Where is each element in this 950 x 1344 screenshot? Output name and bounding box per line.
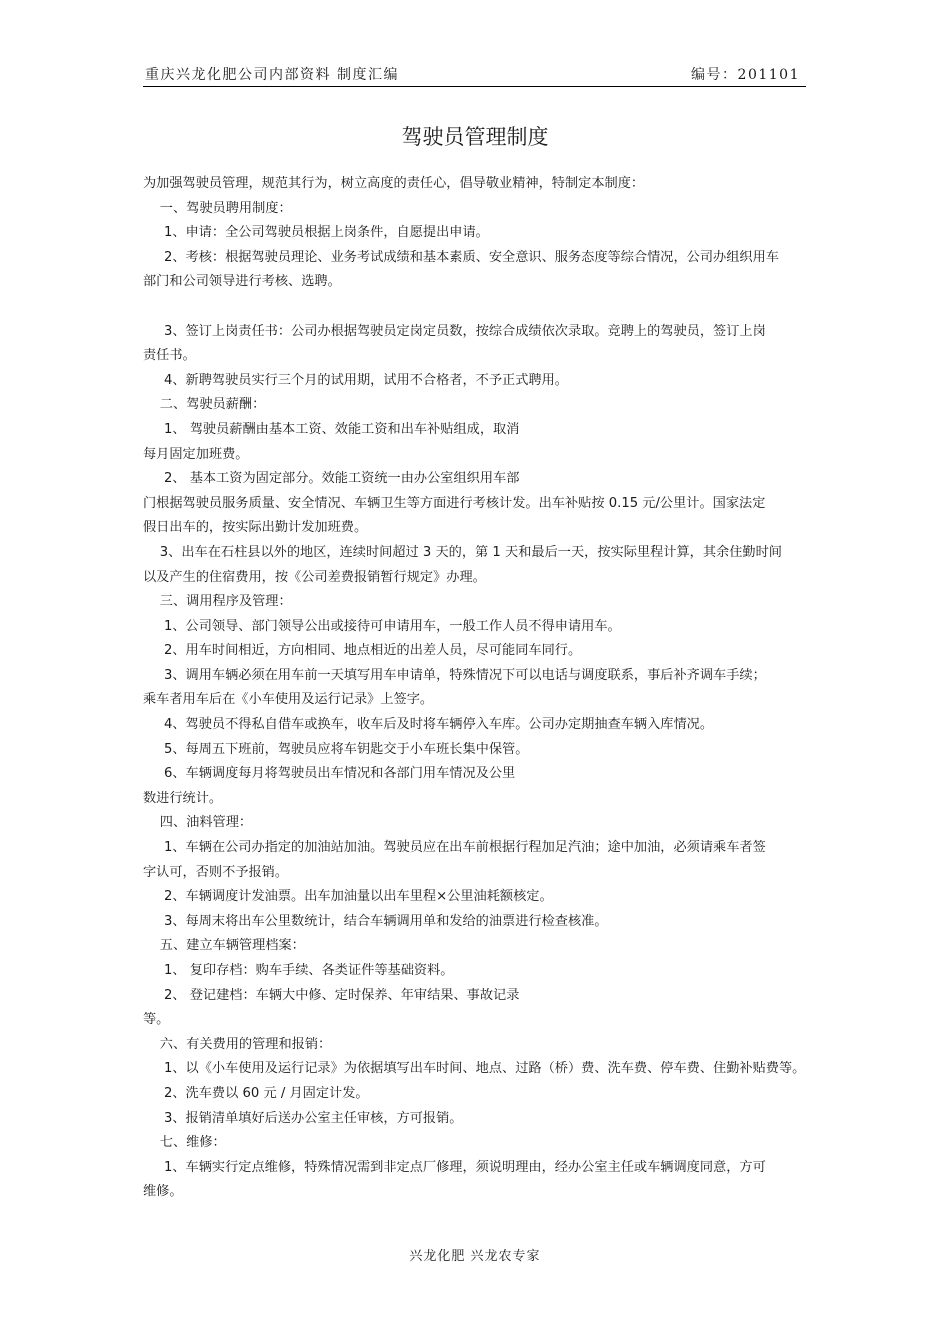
body-line: 等。: [143, 1012, 170, 1028]
body-line: 责任书。: [143, 348, 196, 364]
body-line: 2、考核：根据驾驶员理论、业务考试成绩和基本素质、安全意识、服务态度等综合情况，公司办组织用车: [143, 249, 779, 265]
body-line: 3、出车在石柱县以外的地区，连续时间超过 3 天的，第 1 天和最后一天，按实际里程计算，其余住勤时间: [143, 544, 782, 560]
body-line: 每月固定加班费。: [143, 446, 249, 462]
body-line: 乘车者用车后在《小车使用及运行记录》上签字。: [143, 692, 434, 708]
header-doc-source: 重庆兴龙化肥公司内部资料 制度汇编: [145, 67, 399, 83]
blank-line: [143, 295, 809, 320]
body-line: 1、 驾驶员薪酬由基本工资、效能工资和出车补贴组成，取消: [143, 421, 520, 437]
body-line: 二、驾驶员薪酬：: [143, 397, 266, 413]
body-line: 五、建立车辆管理档案：: [143, 938, 305, 954]
body-line: 1、以《小车使用及运行记录》为依据填写出车时间、地点、过路（桥）费、洗车费、停车费、住勤补贴费等。: [143, 1061, 806, 1077]
body-line: 字认可，否则不予报销。: [143, 864, 289, 880]
page-footer: 兴龙化肥 兴龙农专家: [409, 1249, 541, 1264]
body-line: 七、维修：: [143, 1135, 226, 1151]
body-line: 三、调用程序及管理：: [143, 594, 292, 610]
body-line: 1、车辆实行定点维修，特殊情况需到非定点厂修理，须说明理由，经办公室主任或车辆调度同意，方可: [143, 1159, 766, 1175]
body-line: 部门和公司领导进行考核、选聘。: [143, 274, 341, 290]
body-line: 4、新聘驾驶员实行三个月的试用期，试用不合格者，不予正式聘用。: [143, 372, 568, 388]
body-line: 1、申请：全公司驾驶员根据上岗条件，自愿提出申请。: [143, 225, 489, 241]
body-line: 门根据驾驶员服务质量、安全情况、车辆卫生等方面进行考核计发。出车补贴按 0.15 元/公里计。国家法定: [143, 495, 766, 511]
body-line: 维修。: [143, 1184, 183, 1200]
body-line: 以及产生的住宿费用，按《公司差费报销暂行规定》办理。: [143, 569, 486, 585]
body-line: 3、签订上岗责任书：公司办根据驾驶员定岗定员数，按综合成绩依次录取。竞聘上的驾驶员，签订上岗: [143, 323, 766, 339]
body-line: 为加强驾驶员管理，规范其行为，树立高度的责任心，倡导敬业精神，特制定本制度：: [143, 176, 645, 191]
body-line: 5、每周五下班前，驾驶员应将车钥匙交于小车班长集中保管。: [143, 741, 529, 757]
document-title: 驾驶员管理制度: [401, 125, 549, 149]
body-line: 3、报销清单填好后送办公室主任审核，方可报销。: [143, 1110, 463, 1126]
body-line: 四、油料管理：: [143, 815, 253, 831]
body-line: 2、 登记建档：车辆大中修、定时保养、年审结果、事故记录: [143, 987, 520, 1003]
body-line: 2、洗车费以 60 元 / 月固定计发。: [143, 1085, 369, 1101]
body-line: 3、每周末将出车公里数统计，结合车辆调用单和发给的油票进行检查核准。: [143, 913, 608, 929]
body-line: 2、用车时间相近，方向相同、地点相近的出差人员，尽可能同车同行。: [143, 643, 582, 659]
body-line: 1、车辆在公司办指定的加油站加油。驾驶员应在出车前根据行程加足汽油；途中加油，必须请乘车者签: [143, 840, 766, 856]
body-line: 1、 复印存档：购车手续、各类证件等基础资料。: [143, 963, 454, 978]
body-line: 4、驾驶员不得私自借车或换车，收车后及时将车辆停入车库。公司办定期抽查车辆入库情况。: [143, 717, 714, 733]
body-line: 1、公司领导、部门领导公出或接待可申请用车，一般工作人员不得申请用车。: [143, 618, 621, 634]
body-line: 2、 基本工资为固定部分。效能工资统一由办公室组织用车部: [143, 471, 520, 487]
body-line: 3、调用车辆必须在用车前一天填写用车申请单，特殊情况下可以电话与调度联系，事后补齐调车手续；: [143, 667, 766, 683]
body-line: 一、驾驶员聘用制度：: [143, 200, 292, 216]
header-doc-number: 编号：201101: [691, 67, 800, 83]
body-line: 假日出车的，按实际出勤计发加班费。: [143, 520, 368, 536]
document-body: [143, 172, 809, 1205]
body-line: 6、车辆调度每月将驾驶员出车情况和各部门用车情况及公里: [143, 766, 516, 782]
page-header: [143, 66, 806, 87]
body-line: 数进行统计。: [143, 790, 223, 806]
body-line: 2、车辆调度计发油票。出车加油量以出车里程×公里油耗额核定。: [143, 889, 553, 905]
body-line: 六、有关费用的管理和报销：: [143, 1036, 332, 1052]
